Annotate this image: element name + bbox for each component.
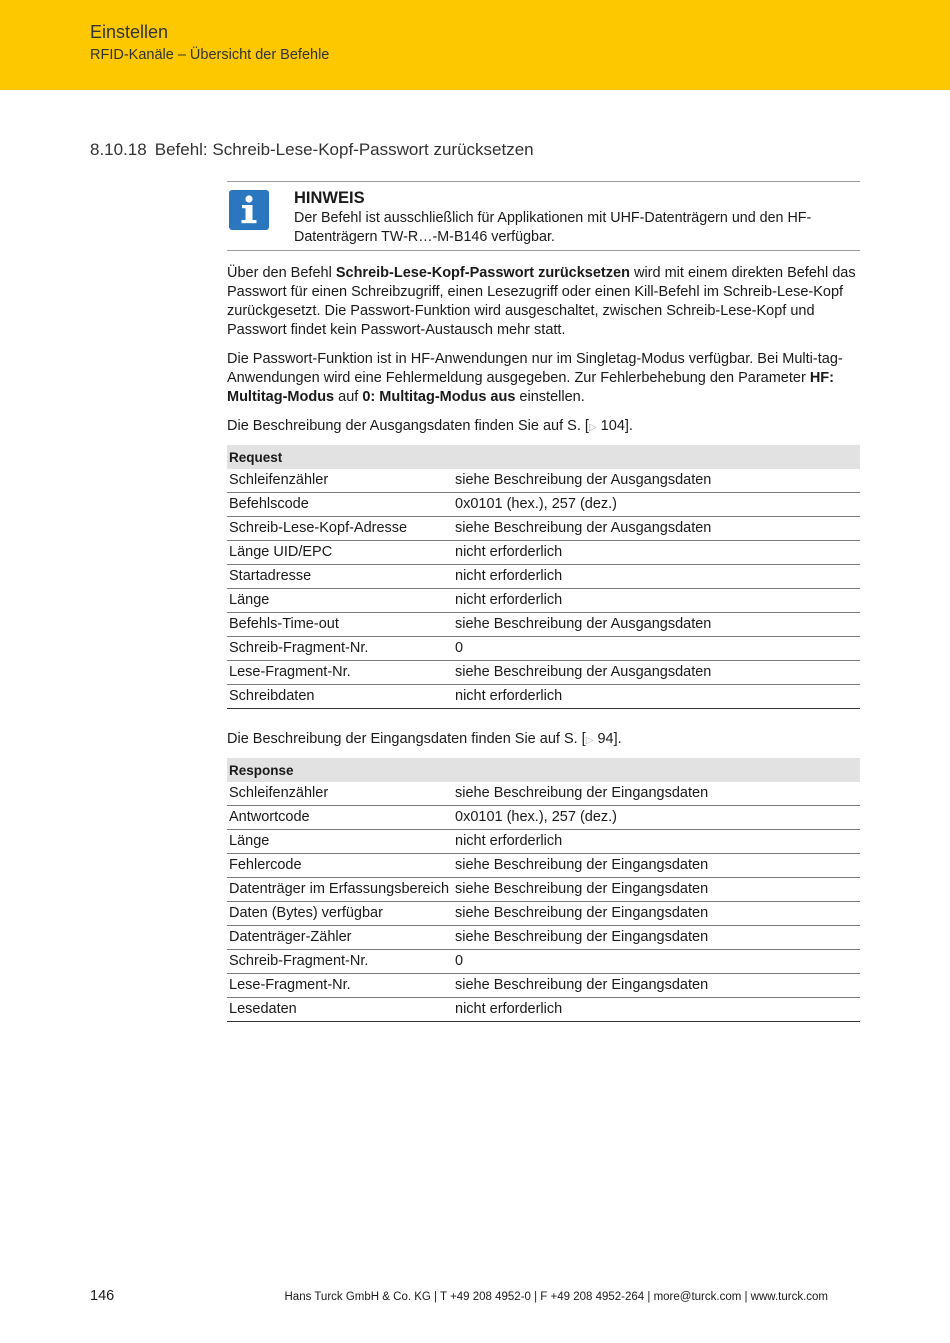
value-cell: nicht erforderlich (453, 998, 860, 1022)
value-cell: siehe Beschreibung der Eingangsdaten (453, 878, 860, 902)
value-cell: nicht erforderlich (453, 541, 860, 565)
parameter-cell: Länge UID/EPC (227, 541, 453, 565)
table-row (227, 974, 860, 998)
table-row (227, 782, 860, 806)
page-number: 146 (90, 1288, 115, 1304)
table-header: Response (227, 758, 860, 782)
parameter-name: HF: Multitag-Modus (227, 370, 834, 405)
table-row (227, 902, 860, 926)
response-table-body (227, 782, 860, 1022)
value-cell: siehe Beschreibung der Ausgangsdaten (453, 517, 860, 541)
note-text: Der Befehl ist ausschließlich für Applikationen mit UHF-Datenträgern und den HF-Datenträgern TW-R…-M-B146 verfügbar. (294, 210, 812, 245)
paragraph-input-ref (227, 730, 867, 750)
parameter-cell: Länge (227, 589, 453, 613)
value-cell: 0 (453, 950, 860, 974)
command-name: Schreib-Lese-Kopf-Passwort zurücksetzen (335, 265, 630, 281)
page-reference-link[interactable]: 104 (596, 418, 625, 434)
text-run: Die Passwort-Funktion ist in HF-Anwendungen nur im Singletag-Modus verfügbar. Bei Multi-tag-Anwendungen wird eine Fehlermeldung ausgegeben. Zur Fehlerbehebung den Parameter (227, 351, 843, 386)
parameter-cell: Daten (Bytes) verfügbar (227, 902, 453, 926)
table-row (227, 589, 860, 613)
header-title: Einstellen (90, 22, 169, 42)
triangle-right-icon: ▷ (585, 735, 594, 746)
value-cell: nicht erforderlich (453, 589, 860, 613)
table-row (227, 878, 860, 902)
text-run: Über den Befehl (227, 265, 336, 281)
value-cell: 0x0101 (hex.), 257 (dez.) (453, 493, 860, 517)
value-cell: siehe Beschreibung der Ausgangsdaten (453, 469, 860, 493)
paragraph-intro (227, 264, 867, 340)
table-row (227, 661, 860, 685)
text-run: ]. (624, 418, 633, 434)
value-cell: 0x0101 (hex.), 257 (dez.) (453, 806, 860, 830)
value-cell: siehe Beschreibung der Eingangsdaten (453, 902, 860, 926)
request-table-body (227, 469, 860, 709)
parameter-cell: Schleifenzähler (227, 469, 453, 493)
table-row (227, 998, 860, 1022)
request-table (227, 445, 860, 709)
table-row (227, 517, 860, 541)
table-row (227, 854, 860, 878)
table-row (227, 637, 860, 661)
value-cell: siehe Beschreibung der Eingangsdaten (453, 782, 860, 806)
text-run: einstellen. (515, 389, 585, 405)
parameter-cell: Antwortcode (227, 806, 453, 830)
footer-contact: Hans Turck GmbH & Co. KG | T +49 208 4952-0 | F +49 208 4952-264 | more@turck.com | www.turck.com (284, 1291, 828, 1303)
parameter-cell: Datenträger im Erfassungsbereich (227, 878, 453, 902)
section-heading (90, 140, 534, 160)
section-number: 8.10.18 (90, 140, 147, 159)
text-run: Die Beschreibung der Ausgangsdaten finden Sie auf S. [ (227, 418, 589, 434)
table-row (227, 685, 860, 709)
parameter-cell: Fehlercode (227, 854, 453, 878)
info-icon (229, 190, 269, 230)
text-run: Die Beschreibung der Eingangsdaten finden Sie auf S. [ (227, 731, 586, 747)
parameter-cell: Schreib-Fragment-Nr. (227, 637, 453, 661)
table-row (227, 469, 860, 493)
section-title: Befehl: Schreib-Lese-Kopf-Passwort zurücksetzen (154, 140, 534, 159)
value-cell: siehe Beschreibung der Eingangsdaten (453, 854, 860, 878)
value-cell: 0 (453, 637, 860, 661)
triangle-right-icon: ▷ (588, 422, 597, 433)
parameter-cell: Schreib-Lese-Kopf-Adresse (227, 517, 453, 541)
value-cell: nicht erforderlich (453, 685, 860, 709)
parameter-cell: Befehlscode (227, 493, 453, 517)
value-cell: siehe Beschreibung der Eingangsdaten (453, 974, 860, 998)
parameter-value: 0: Multitag-Modus aus (362, 389, 516, 405)
parameter-cell: Lese-Fragment-Nr. (227, 661, 453, 685)
table-row (227, 493, 860, 517)
parameter-cell: Schreib-Fragment-Nr. (227, 950, 453, 974)
page-reference-link[interactable]: 94 (593, 731, 614, 747)
parameter-cell: Befehls-Time-out (227, 613, 453, 637)
parameter-cell: Schreibdaten (227, 685, 453, 709)
paragraph-output-ref (227, 417, 867, 437)
text-run: wird mit einem direkten Befehl das Passwort für einen Schreibzugriff, einen Lesezugriff oder einen Kill-Befehl im Schreib-Lese-Kopf zurückgesetzt. Die Passwort-Funktion wird ausgeschaltet, zwischen Schreib-Lese-Kopf und Passwort findet kein Passwort-Austausch mehr statt. (227, 265, 856, 338)
table-row (227, 830, 860, 854)
parameter-cell: Länge (227, 830, 453, 854)
note-box (227, 181, 860, 251)
value-cell: nicht erforderlich (453, 830, 860, 854)
table-row (227, 806, 860, 830)
text-run: auf (334, 389, 363, 405)
response-table (227, 758, 860, 1022)
page-header (0, 0, 950, 90)
text-run: ]. (613, 731, 622, 747)
paragraph-multitag (227, 350, 867, 407)
table-row (227, 950, 860, 974)
table-row (227, 613, 860, 637)
parameter-cell: Schleifenzähler (227, 782, 453, 806)
value-cell: siehe Beschreibung der Ausgangsdaten (453, 613, 860, 637)
value-cell: siehe Beschreibung der Ausgangsdaten (453, 661, 860, 685)
note-heading: HINWEIS (294, 189, 365, 207)
parameter-cell: Datenträger-Zähler (227, 926, 453, 950)
table-row (227, 541, 860, 565)
table-row (227, 565, 860, 589)
parameter-cell: Startadresse (227, 565, 453, 589)
parameter-cell: Lese-Fragment-Nr. (227, 974, 453, 998)
header-subtitle: RFID-Kanäle – Übersicht der Befehle (90, 47, 330, 63)
table-header: Request (227, 445, 860, 469)
value-cell: nicht erforderlich (453, 565, 860, 589)
parameter-cell: Lesedaten (227, 998, 453, 1022)
value-cell: siehe Beschreibung der Eingangsdaten (453, 926, 860, 950)
table-row (227, 926, 860, 950)
